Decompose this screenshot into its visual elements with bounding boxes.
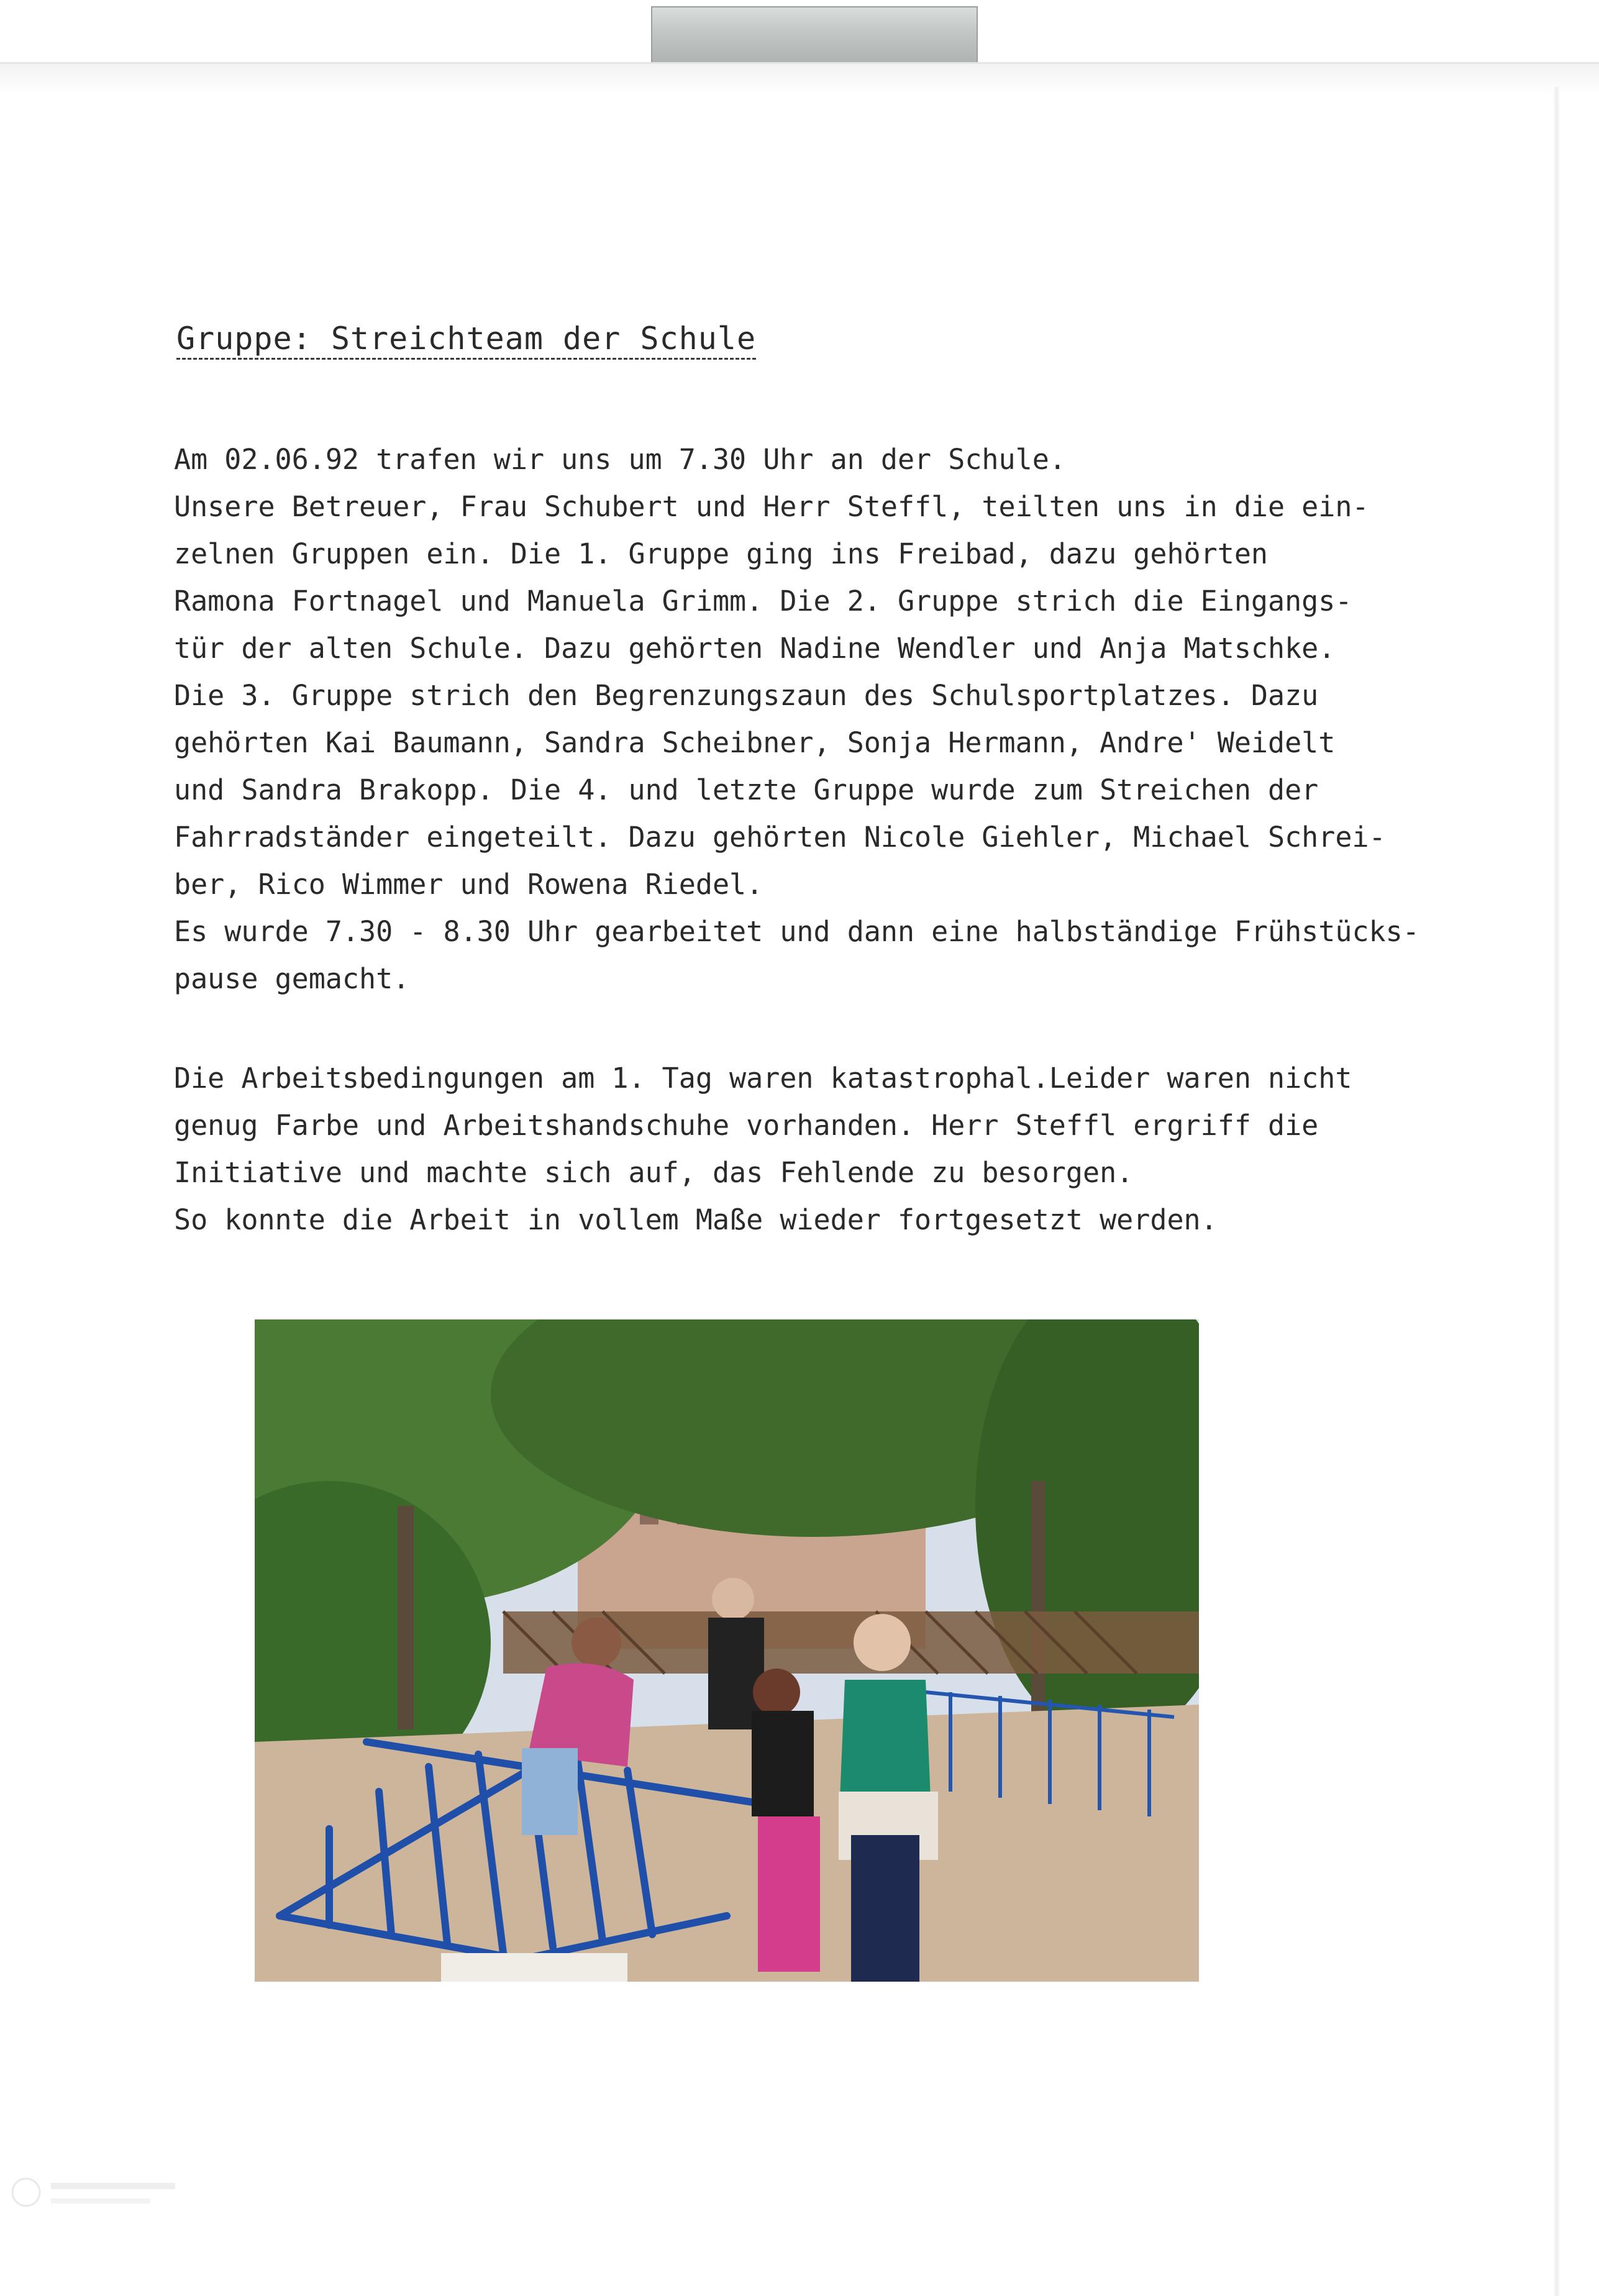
scanner-mark-icon — [7, 2164, 194, 2220]
paragraph-line: tür der alten Schule. Dazu gehörten Nadine Wendler und Anja Matschke. — [174, 632, 1336, 665]
paragraph-line: ber, Rico Wimmer und Rowena Riedel. — [174, 868, 763, 901]
paragraph-line: zelnen Gruppen ein. Die 1. Gruppe ging ins Freibad, dazu gehörten — [174, 537, 1268, 570]
paragraph-1 — [174, 436, 1419, 1003]
paragraph-line: So konnte die Arbeit in vollem Maße wieder fortgesetzt werden. — [174, 1203, 1218, 1236]
paragraph-line: Unsere Betreuer, Frau Schubert und Herr Steffl, teilten uns in die ein- — [174, 490, 1369, 523]
sheet-top-edge — [0, 62, 1599, 96]
paragraph-line: Initiative und machte sich auf, das Fehlende zu besorgen. — [174, 1156, 1134, 1189]
paragraph-line: genug Farbe und Arbeitshandschuhe vorhanden. Herr Steffl ergriff die — [174, 1109, 1319, 1142]
page-title: Gruppe: Streichteam der Schule — [176, 321, 757, 357]
paragraph-line: pause gemacht. — [174, 962, 410, 995]
paragraph-line: Die Arbeitsbedingungen am 1. Tag waren katastrophal.Leider waren nicht — [174, 1062, 1352, 1095]
paragraph-line: Es wurde 7.30 - 8.30 Uhr gearbeitet und dann eine halbständige Frühstücks- — [174, 915, 1419, 948]
paragraph-line: Am 02.06.92 trafen wir uns um 7.30 Uhr an der Schule. — [174, 443, 1066, 476]
paragraph-line: und Sandra Brakopp. Die 4. und letzte Gruppe wurde zum Streichen der — [174, 773, 1319, 806]
sheet-right-edge — [1553, 87, 1559, 2296]
paragraph-line: gehörten Kai Baumann, Sandra Scheibner, Sonja Hermann, Andre' Weidelt — [174, 726, 1336, 759]
paragraph-line: Die 3. Gruppe strich den Begrenzungszaun des Schulsportplatzes. Dazu — [174, 679, 1319, 712]
paragraph-line: Ramona Fortnagel und Manuela Grimm. Die 2. Gruppe strich die Eingangs- — [174, 585, 1352, 617]
paragraph-2 — [174, 1055, 1354, 1244]
group-photo — [255, 1319, 1199, 1982]
photo-illustration — [255, 1319, 1199, 1982]
paragraph-line: Fahrradständer eingeteilt. Dazu gehörten Nicole Giehler, Michael Schrei- — [174, 821, 1386, 854]
